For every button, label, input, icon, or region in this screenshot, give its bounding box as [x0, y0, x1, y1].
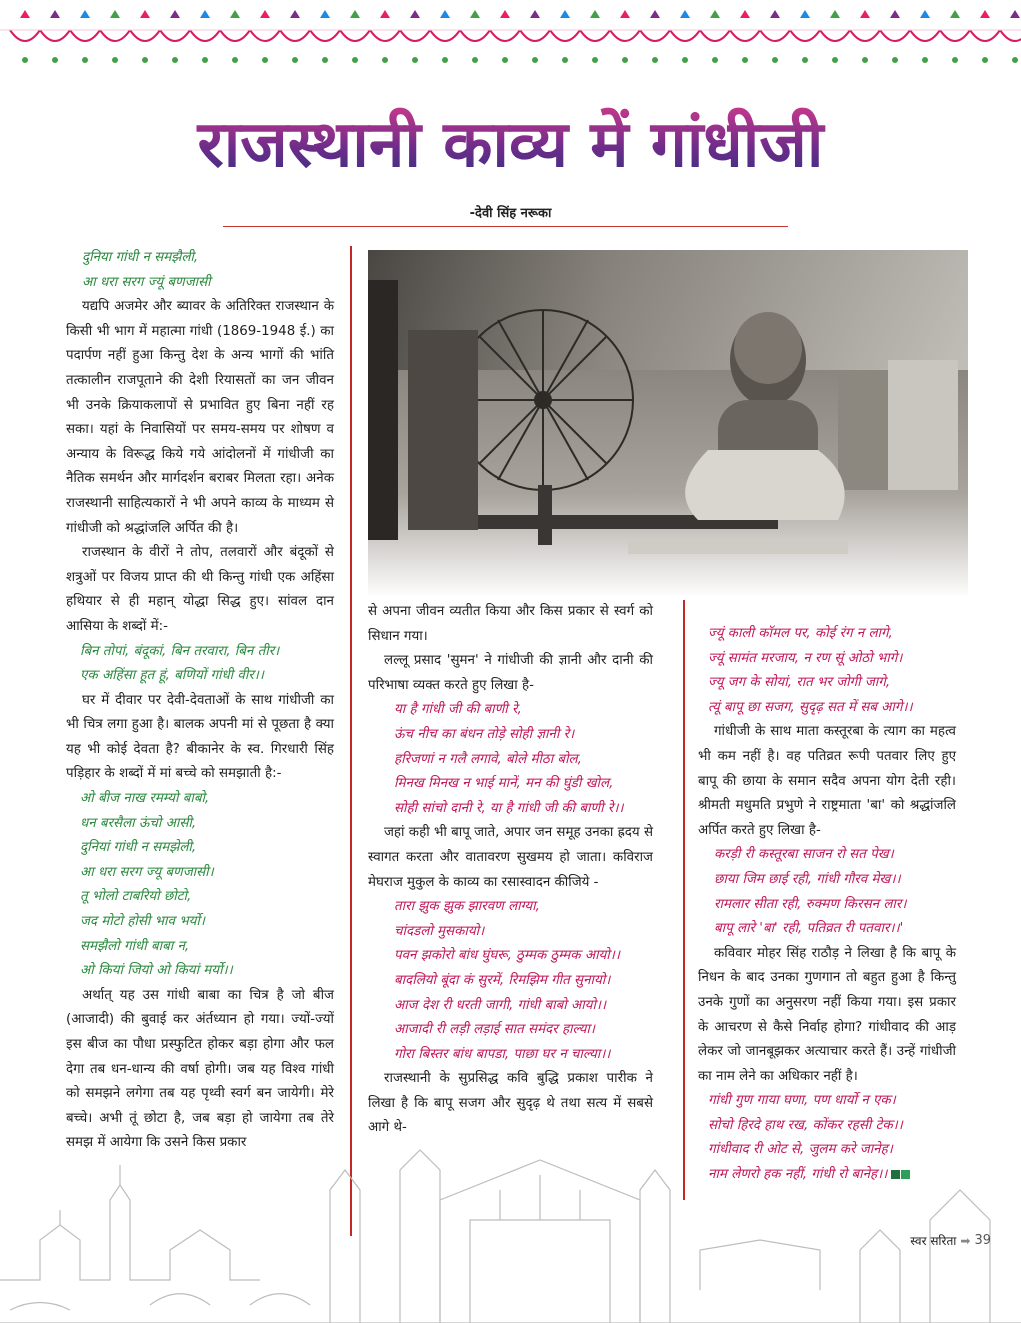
column-divider: [350, 246, 352, 1236]
verse-line: ओ बीज नाख रमम्यो बाबो,: [80, 791, 210, 807]
verse-line: जद मोटो होसी भाव भर्यो।: [80, 914, 205, 930]
verse-line: त्यूं बापू छा सजग, सुदृढ़ सत में सब आगे।।: [708, 699, 913, 715]
paragraph: गांधीजी के साथ माता कस्तूरबा के त्याग का महत्व भी कम नहीं है। वह पतिव्रत रूपी पतवार लिए हुए बापू की छाया के समान सदैव अपना योग देती रही। श्रीमती मधुमति प्रभुणे ने राष्ट्रमाता 'बा' को श्रद्धांजलि अर्पित करते हुए लिखा है-: [698, 724, 956, 838]
magazine-name: स्वर सरिता: [910, 1234, 957, 1248]
paragraph: घर में दीवार पर देवी-देवताओं के साथ गांधीजी का भी चित्र लगा हुआ है। बालक अपनी मां से पूछता है क्या यह भी कोई देवता है? बीकानेर के स्व. गिरधारी सिंह पड़िहार के शब्दों में मां बच्चे को समझाती है:-: [66, 692, 334, 782]
verse-line: पवन झकोरो बांध घुंघरू, ठुम्मक ठुम्मक आयो।।: [394, 948, 620, 964]
gandhi-charkha-photo: [368, 250, 968, 598]
verse-line: ज्यूं सामंत मरजाय, न रण सूं ओठो भागे।: [708, 650, 903, 666]
verse-line: ओ कियां जियो ओ कियां मर्यो।।: [80, 963, 233, 979]
verse-line: बापू लारे 'बा' रही, पतिव्रत री पतवार।।': [714, 921, 904, 937]
column-1: [66, 246, 334, 1156]
verse-block: [368, 895, 653, 1067]
arrow-icon: ➡: [960, 1233, 971, 1248]
verse-line: दुनिया गांधी न समझैली,: [82, 250, 199, 265]
verse-line: गांधी गुण गाया घणा, पण धार्यो न एक।: [708, 1093, 896, 1109]
column-divider: [683, 600, 685, 1200]
verse-line: तारा झुक झुक झारवण लाग्या,: [394, 899, 540, 915]
verse-line: आज देश री धरती जागी, गांधी बाबो आयो।।: [394, 997, 607, 1013]
verse-block: [698, 622, 956, 720]
verse-line: छाया जिम छाई रही, गांधी गौरव मेख।।: [714, 871, 901, 887]
page-footer: [910, 1232, 991, 1249]
verse-line: एक अहिंसा हूत हूं, बणियों गांधी वीर।।: [80, 668, 264, 684]
verse-line: या है गांधी जी की बाणी रे,: [394, 702, 522, 718]
verse-line: आ धरा सरग ज्यूं बणजासी: [82, 274, 211, 290]
verse-block: [368, 698, 653, 821]
verse-line: ज्यूं काली कॉमल पर, कोई रंग न लागे,: [708, 626, 893, 641]
verse-line: आ धरा सरग ज्यू बणजासी।: [80, 864, 214, 880]
verse-line: दुनियां गांधी न समझेली,: [80, 840, 197, 856]
verse-line: सोही सांचो दानी रे, या है गांधी जी की बाणी रे।।: [394, 800, 624, 816]
verse-line: सोचो हिरदे हाथ रख, कोंकर रहसी टेक।।: [708, 1117, 903, 1133]
verse-line: बादलियो बूंदा कं सुरमें, रिमझिम गीत सुनायो।: [394, 972, 611, 988]
verse-line: रामलार सीता रही, रुक्मण किरसन लार।: [714, 896, 907, 912]
paragraph: से अपना जीवन व्यतीत किया और किस प्रकार से स्वर्ग को सिधान गया।: [368, 604, 653, 644]
paragraph: अर्थात् यह उस गांधी बाबा का चित्र है जो बीज (आजादी) की बुवाई कर अंर्तध्यान हो गया। ज्यों-ज्यों इस बीज का पौधा प्रस्फुटित होकर बड़ा होगा और फल देगा तब धन-धान्य की वर्षा होगी। जब यह विश्व गांधी को समझने लगेगा तब यह पृथ्वी स्वर्ग बन जायेगी। मेरे बच्चे। अभी तूं छोटा है, जब बड़ा हो जायेगा तब तेरे समझ में आयेगा कि उसने किस प्रकार: [66, 987, 334, 1151]
paragraph: कविवार मोहर सिंह राठौड़ ने लिखा है कि बापू के निधन के बाद उनका गुणगान तो बहुत हुआ है किन्तु उनके गुणों का अनुसरण नहीं किया गया। इस प्रकार के आचरण से कैसे निर्वाह होगा? गांधीवाद की आड़ लेकर जो जानबूझकर अत्याचार करते हैं। उन्हें गांधीजी का नाम लेने का अधिकार नहीं है।: [698, 945, 956, 1084]
opening-verse: [66, 246, 334, 295]
paragraph: यद्यपि अजमेर और ब्यावर के अतिरिक्त राजस्थान के किसी भी भाग में महात्मा गांधी (1869-1948 ई.) का पदार्पण नहीं हुआ किन्तु देश के अन्य भागों की भांति तत्कालीन राजपूताने की देशी रियासतों का जन जीवन भी उनके क्रियाकलापों से प्रभावित हुए बिना नहीं रह सका। यहां के निवासियों पर समय-समय पर शोषण व अन्याय के विरूद्ध किये गये आंदोलनों में गांधीजी का नैतिक समर्थन और मार्गदर्शन बराबर मिलता रहा। अनेक राजस्थानी साहित्यकारों ने भी अपने काव्य के माध्यम से गांधीजी को श्रद्धांजलि अर्पित की है।: [66, 299, 334, 536]
verse-block: [66, 640, 334, 689]
verse-line: आजादी री लड़ी लड़ाई सात समंदर हाल्या।: [394, 1022, 595, 1038]
verse-line: ज्यू जग के सोयां, रात भर जोगी जागे,: [708, 675, 891, 691]
verse-block: [66, 787, 334, 984]
paragraph: राजस्थानी के सुप्रसिद्ध कवि बुद्धि प्रकाश पारीक ने लिखा है कि बापू सजग और सुदृढ़ थे तथा सत्य में सबसे आगे थे-: [368, 1071, 653, 1136]
column-3: [698, 622, 956, 1188]
verse-line: धन बरसैला ऊंचो आसी,: [80, 815, 197, 831]
column-2: [368, 600, 653, 1141]
verse-line: हरिजणां न गलै लगावे, बोले मीठा बोल,: [394, 751, 582, 767]
page-number: 39: [974, 1233, 991, 1248]
decorative-border: [0, 0, 1021, 80]
verse-line: ऊंच नीच का बंधन तोड़े सोही ज्ञानी रे।: [394, 726, 575, 742]
city-skyline-illustration: [0, 1130, 1021, 1323]
title-underline: [223, 226, 788, 227]
verse-line: चांदडलो मुसकायो।: [394, 923, 485, 939]
author-byline: -देवी सिंह नरूका: [469, 206, 552, 221]
verse-line: गांधीवाद री ओट से, जुलम करे जानेह।: [708, 1142, 893, 1158]
paragraph: लल्लू प्रसाद 'सुमन' ने गांधीजी की ज्ञानी और दानी की परिभाषा व्यक्त करते हुए लिखा है-: [368, 653, 653, 693]
paragraph: राजस्थान के वीरों ने तोप, तलवारों और बंदूकों से शत्रुओं पर विजय प्राप्त की थी किन्तु गांधी एक अहिंसा हथियार से ही महान् योद्धा सिद्ध हुए। सांवल दान आसिया के शब्दों में:-: [66, 545, 334, 634]
verse-block: [698, 843, 956, 941]
verse-line-text: नाम लेणरो हक नहीं, गांधी रो बानेह।।: [708, 1167, 888, 1183]
page-title: राजस्थानी काव्य में गांधीजी: [0, 100, 1021, 190]
verse-line: बिन तोपां, बंदूकां, बिन तरवारा, बिन तीर।: [80, 643, 280, 659]
verse-line: तू भोलो टाबरियो छोटो,: [80, 889, 192, 905]
verse-line: मिनख मिनख न भाई मानें, मन की घुंडी खोल,: [394, 776, 614, 792]
paragraph: जहां कही भी बापू जाते, अपार जन समूह उनका ह्रदय से स्वागत करता और वातावरण सुखमय हो जाता। कविराज मेघराज मुकुल के काव्य का रसास्वादन कीजिये -: [368, 825, 653, 890]
verse-line: समझैलो गांधी बाबा न,: [80, 938, 190, 954]
verse-line: गोरा बिस्तर बांध बापडा, पाछा घर न चाल्या।।: [394, 1046, 611, 1062]
verse-line: करड़ी री कस्तूरबा साजन रो सत पेख।: [714, 847, 894, 863]
